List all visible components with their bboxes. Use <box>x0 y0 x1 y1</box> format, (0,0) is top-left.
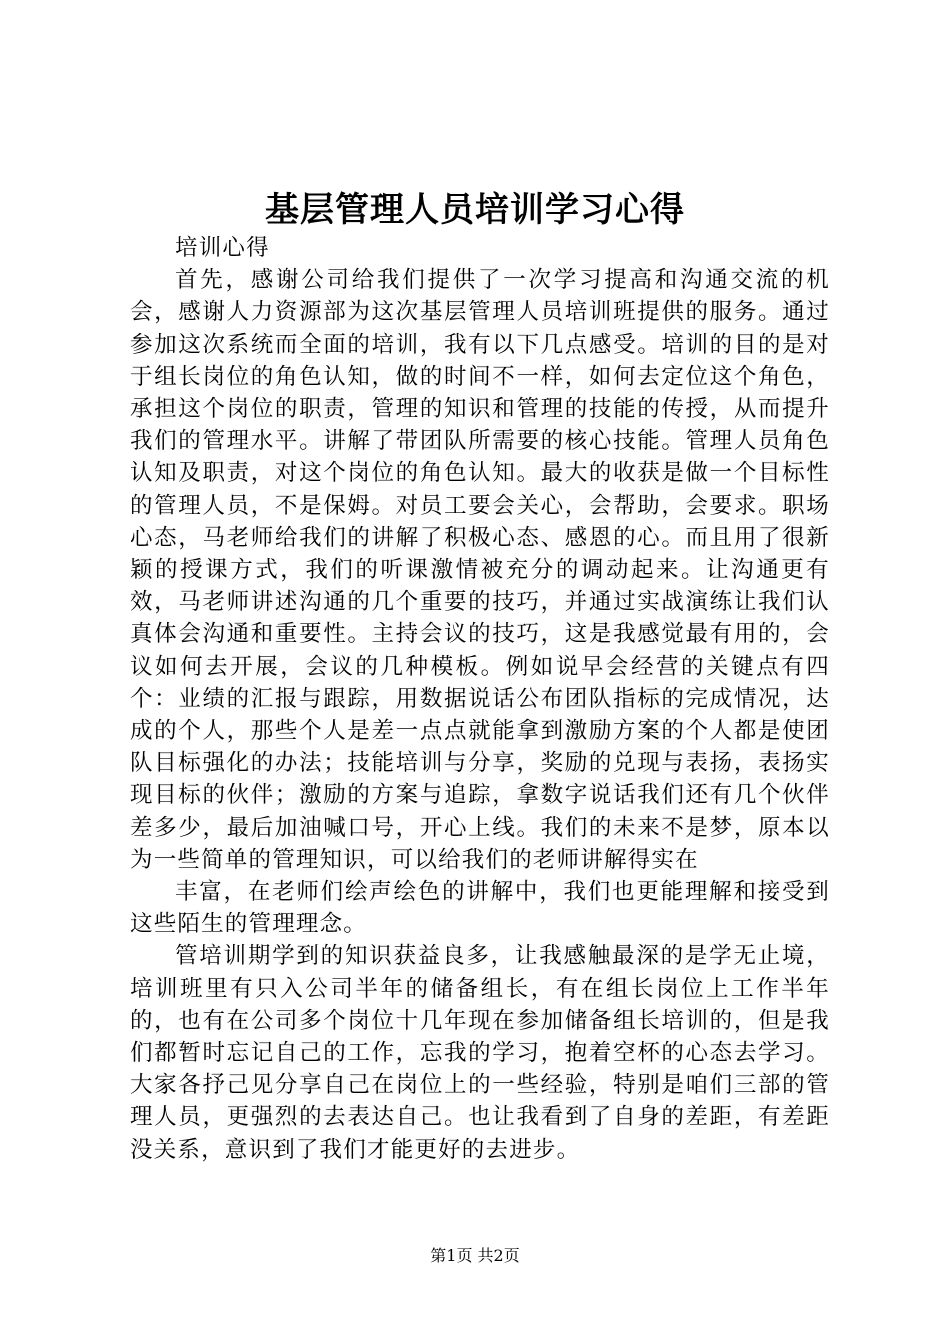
page-footer: 第1页 共2页 <box>430 1246 520 1265</box>
paragraph: 首先，感谢公司给我们提供了一次学习提高和沟通交流的机会，感谢人力资源部为这次基层管理人员培训班提供的服务。通过参加这次系统而全面的培训，我有以下几点感受。培训的目的是对于组长岗位的角色认知，做的时间不一样，如何去定位这个角色，承担这个岗位的职责，管理的知识和管理的技能的传授，从而提升我们的管理水平。讲解了带团队所需要的核心技能。管理人员角色认知及职责，对这个岗位的角色认知。最大的收获是做一个目标性的管理人员，不是保姆。对员工要会关心，会帮助，会要求。职场心态，马老师给我们的讲解了积极心态、感恩的心。而且用了很新颖的授课方式，我们的听课激情被充分的调动起来。让沟通更有效，马老师讲述沟通的几个重要的技巧，并通过实战演练让我们认真体会沟通和重要性。主持会议的技巧，这是我感觉最有用的，会议如何去开展，会议的几种模板。例如说早会经营的关键点有四个：业绩的汇报与跟踪，用数据说话公布团队指标的完成情况，达成的个人，那些个人是差一点点就能拿到激励方案的个人都是使团队目标强化的办法；技能培训与分享，奖励的兑现与表扬，表扬实现目标的伙伴；激励的方案与追踪，拿数字说话我们还有几个伙伴差多少，最后加油喊口号，开心上线。我们的未来不是梦，原本以为一些简单的管理知识，可以给我们的老师讲解得实在 <box>130 267 830 873</box>
paragraph: 管培训期学到的知识获益良多，让我感触最深的是学无止境，培训班里有只入公司半年的储备组长，有在组长岗位上工作半年的，也有在公司多个岗位十几年现在参加储备组长培训的，但是我们都暂时忘记自己的工作，忘我的学习，抱着空杯的心态去学习。大家各抒己见分享自己在岗位上的一些经验，特别是咱们三部的管理人员，更强烈的去表达自己。也让我看到了自身的差距，有差距没关系，意识到了我们才能更好的去进步。 <box>130 943 830 1163</box>
document-body <box>130 232 830 1166</box>
paragraph: 丰富，在老师们绘声绘色的讲解中，我们也更能理解和接受到这些陌生的管理理念。 <box>130 879 830 938</box>
section-heading: 培训心得 <box>175 235 270 261</box>
document-title: 基层管理人员培训学习心得 <box>265 190 685 230</box>
